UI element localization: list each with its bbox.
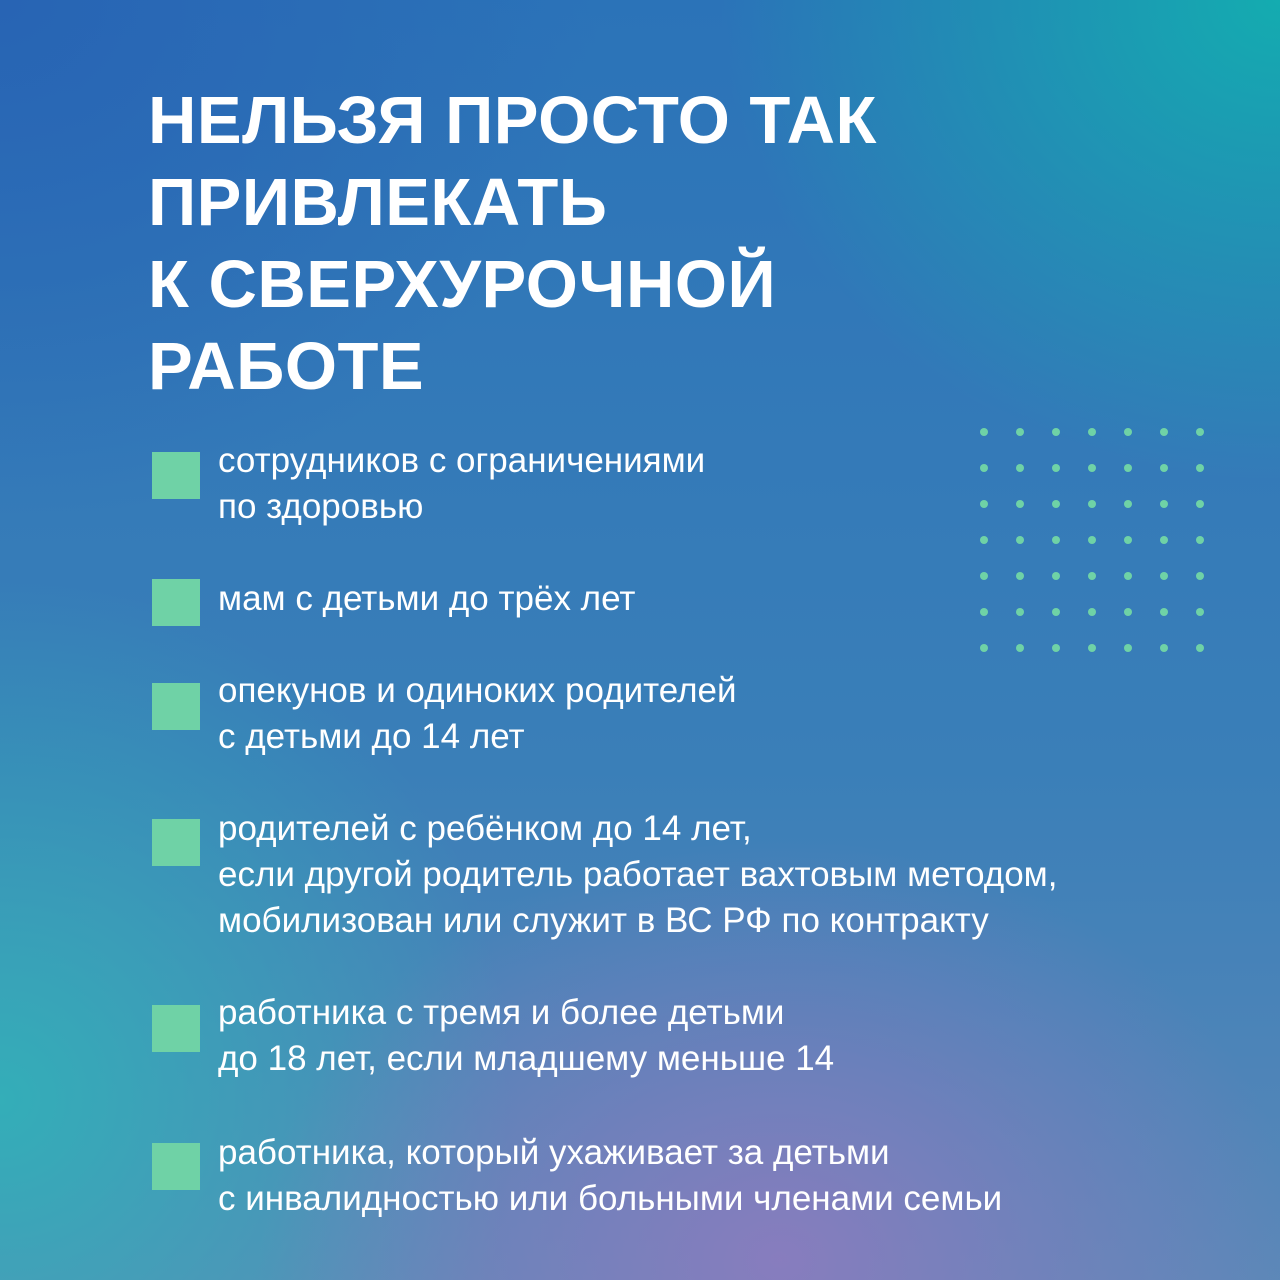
dot-icon [1124, 428, 1132, 436]
dot-icon [1160, 464, 1168, 472]
list-item-text [218, 1130, 1002, 1222]
title-line: ПРИВЛЕКАТЬ [148, 165, 608, 240]
list-item-line: опекунов и одиноких родителей [218, 671, 737, 710]
list-item-line: работника, который ухаживает за детьми [218, 1133, 890, 1172]
square-bullet-icon [152, 1143, 200, 1190]
dot-icon [1196, 500, 1204, 508]
dot-icon [1052, 536, 1060, 544]
dot-icon [980, 644, 988, 652]
list-item-line: по здоровью [218, 487, 424, 526]
dot-icon [980, 428, 988, 436]
dot-icon [1052, 608, 1060, 616]
dot-icon [1196, 608, 1204, 616]
list-item-line: родителей с ребёнком до 14 лет, [218, 809, 752, 848]
dot-icon [1160, 500, 1168, 508]
dot-icon [1016, 428, 1024, 436]
square-bullet-icon [152, 819, 200, 866]
list-item-text [218, 668, 737, 760]
dot-icon [1160, 536, 1168, 544]
dot-icon [980, 500, 988, 508]
dot-icon [1052, 644, 1060, 652]
dot-icon [1088, 572, 1096, 580]
decorative-dot-grid [980, 428, 1212, 660]
list-item-line: мобилизован или служит в ВС РФ по контракту [218, 901, 989, 940]
list-item-line: если другой родитель работает вахтовым методом, [218, 855, 1058, 894]
list-item-line: с инвалидностью или больными членами семьи [218, 1179, 1003, 1218]
dot-icon [1124, 536, 1132, 544]
dot-icon [1052, 464, 1060, 472]
list-item-text [218, 806, 1057, 944]
dot-icon [1124, 608, 1132, 616]
dot-icon [1196, 536, 1204, 544]
list-item-line: мам с детьми до трёх лет [218, 579, 636, 618]
dot-icon [1052, 428, 1060, 436]
list-item-line: до 18 лет, если младшему меньше 14 [218, 1039, 835, 1078]
dot-icon [1088, 500, 1096, 508]
dot-icon [1016, 572, 1024, 580]
dot-icon [1016, 644, 1024, 652]
list-item-line: с детьми до 14 лет [218, 717, 525, 756]
dot-icon [1160, 644, 1168, 652]
dot-icon [1160, 428, 1168, 436]
dot-icon [1160, 572, 1168, 580]
dot-icon [980, 464, 988, 472]
dot-icon [1016, 608, 1024, 616]
dot-icon [1016, 464, 1024, 472]
list-item-line: сотрудников с ограничениями [218, 441, 706, 480]
list-item-text [218, 438, 705, 530]
dot-icon [1052, 572, 1060, 580]
list-item-line: работника с тремя и более детьми [218, 993, 785, 1032]
square-bullet-icon [152, 683, 200, 730]
dot-icon [1124, 500, 1132, 508]
dot-icon [1124, 572, 1132, 580]
dot-icon [1088, 536, 1096, 544]
square-bullet-icon [152, 1005, 200, 1052]
dot-icon [1088, 608, 1096, 616]
dot-icon [1016, 536, 1024, 544]
dot-icon [1088, 464, 1096, 472]
dot-icon [1160, 608, 1168, 616]
dot-icon [980, 572, 988, 580]
dot-icon [980, 608, 988, 616]
dot-icon [1052, 500, 1060, 508]
dot-icon [1124, 644, 1132, 652]
title-line: РАБОТЕ [148, 329, 425, 404]
dot-icon [1196, 572, 1204, 580]
dot-icon [980, 536, 988, 544]
title-line: К СВЕРХУРОЧНОЙ [148, 247, 777, 322]
dot-icon [1196, 428, 1204, 436]
title-line: НЕЛЬЗЯ ПРОСТО ТАК [148, 83, 877, 158]
dot-icon [1124, 464, 1132, 472]
dot-icon [1196, 644, 1204, 652]
dot-icon [1196, 464, 1204, 472]
dot-icon [1016, 500, 1024, 508]
list-item-text [218, 576, 635, 622]
square-bullet-icon [152, 579, 200, 626]
dot-icon [1088, 644, 1096, 652]
square-bullet-icon [152, 452, 200, 499]
dot-icon [1088, 428, 1096, 436]
list-item-text [218, 990, 834, 1082]
